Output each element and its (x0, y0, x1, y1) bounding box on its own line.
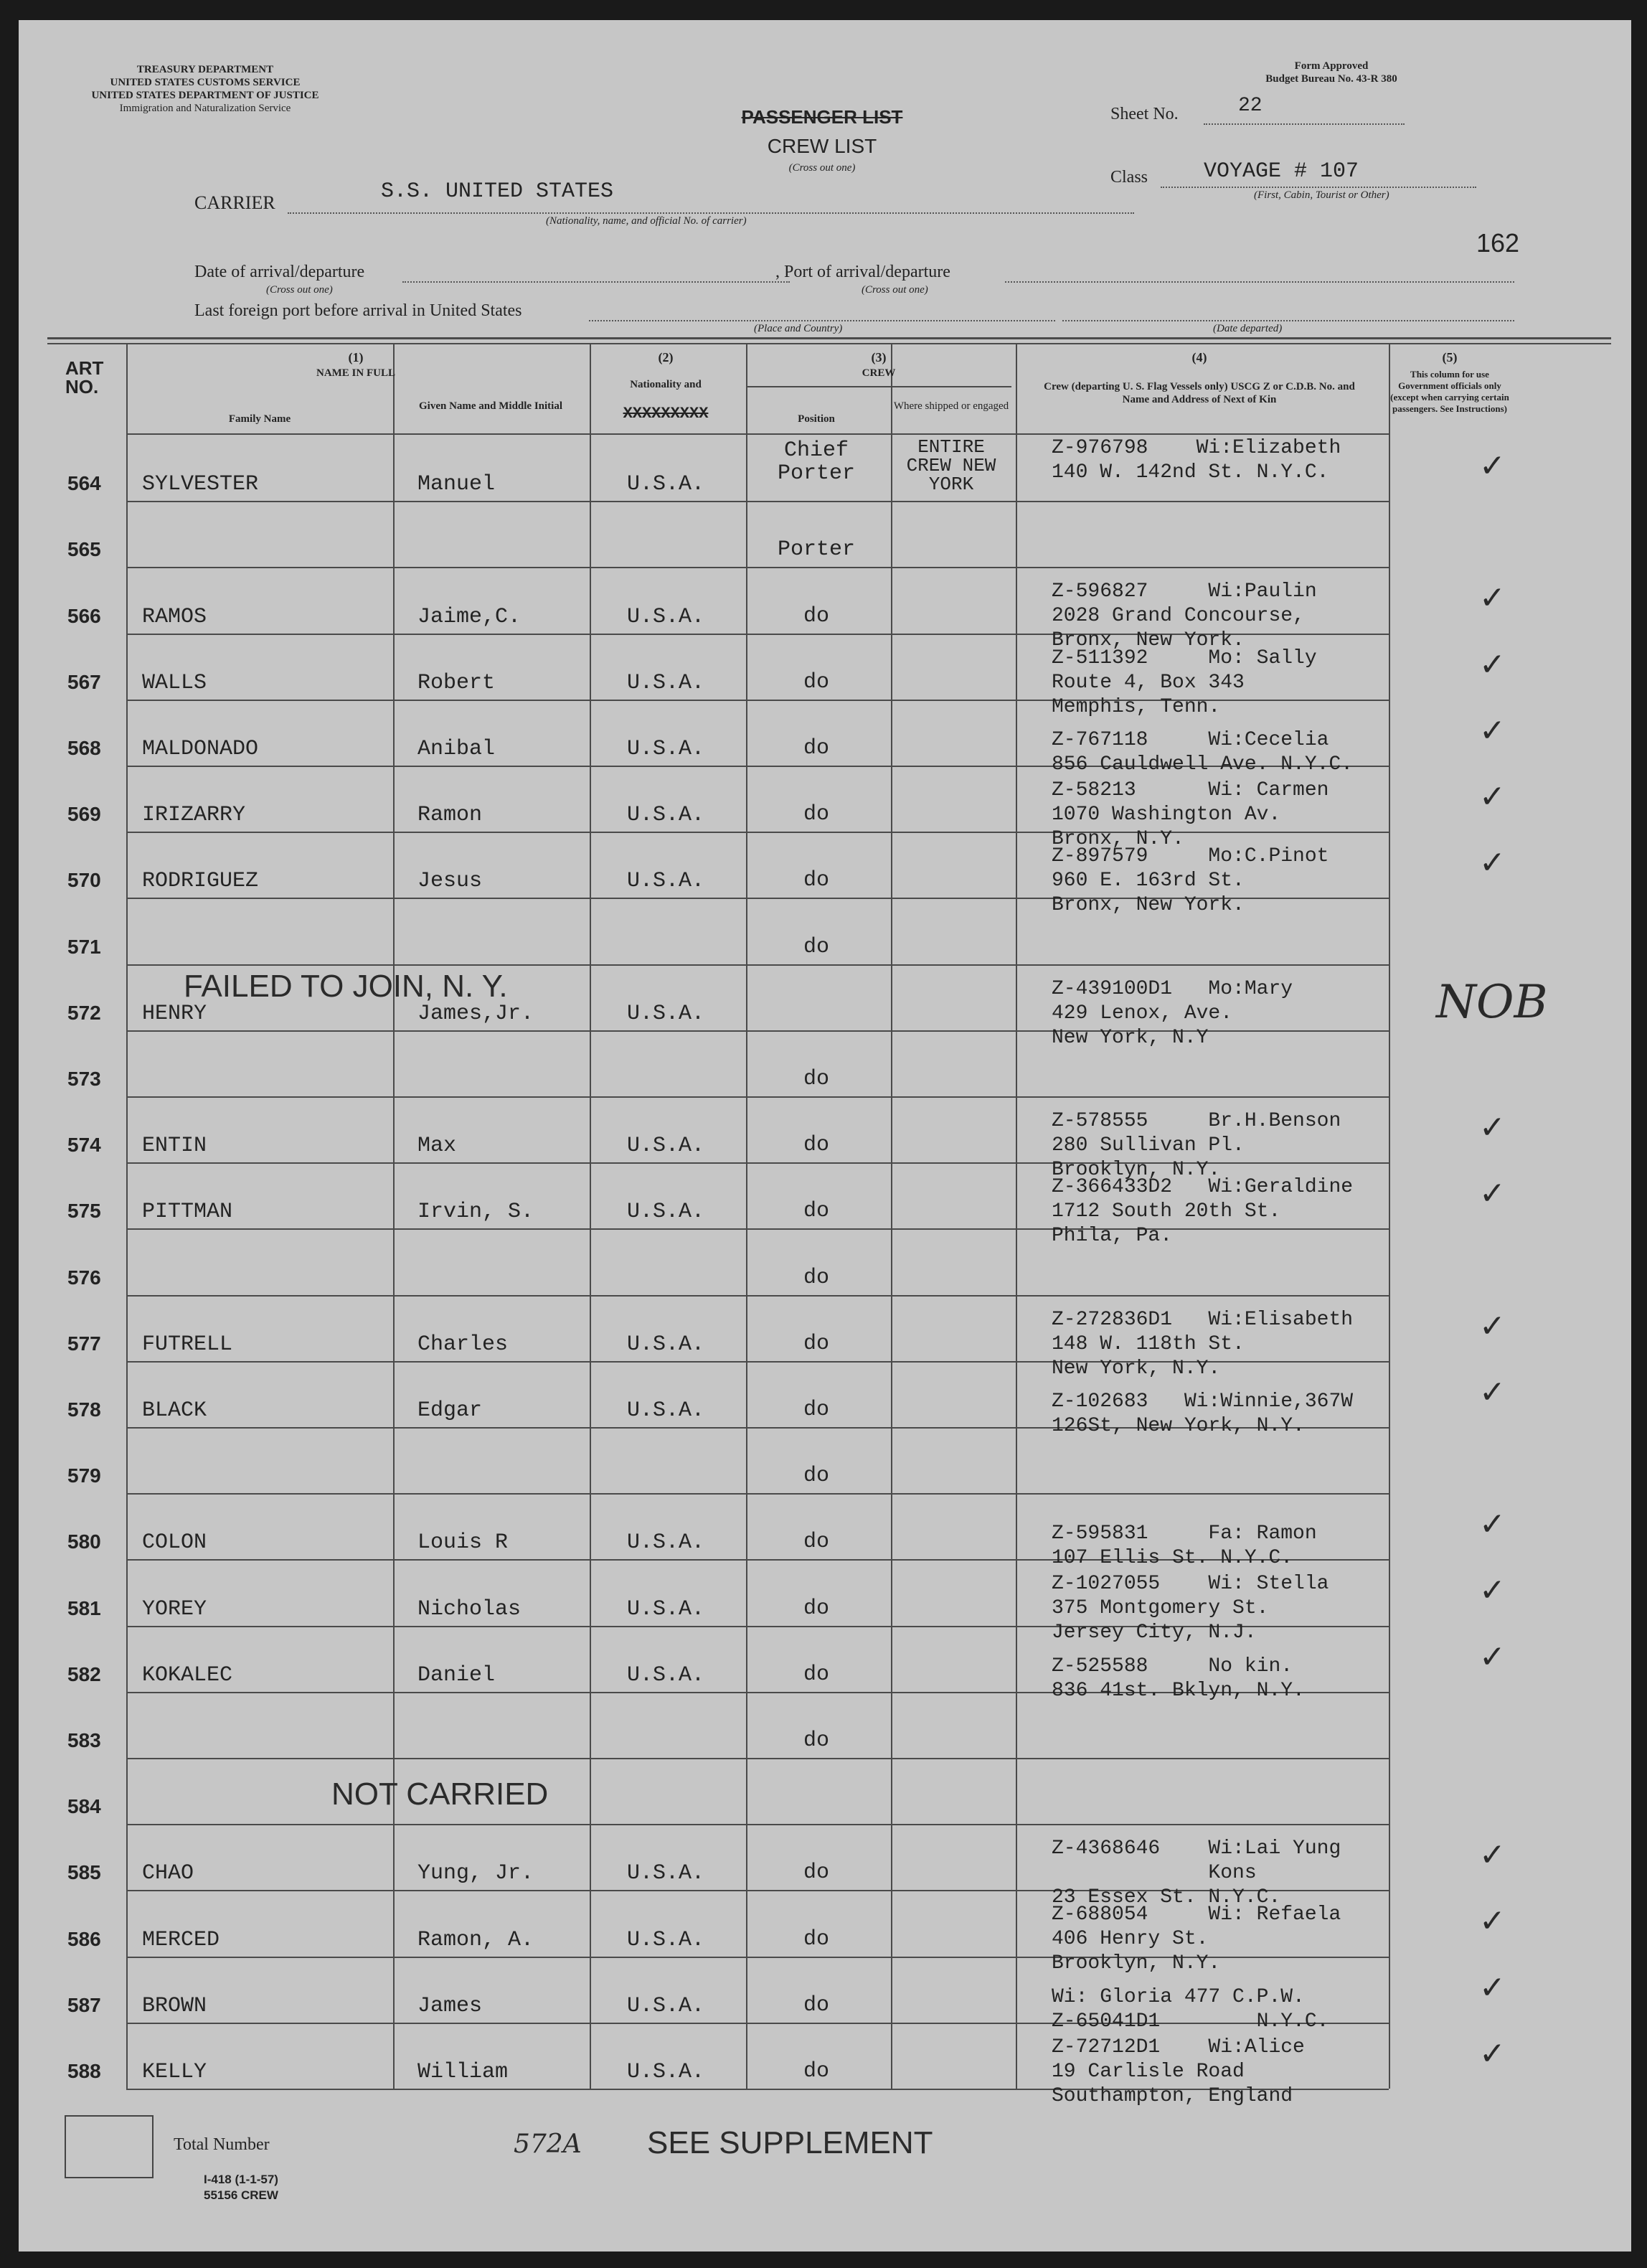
nationality: U.S.A. (626, 1928, 705, 1952)
given-name: Daniel (417, 1663, 496, 1688)
next-of-kin (1052, 1985, 1329, 2034)
next-of-kin-line: 148 W. 118th St. (1052, 1333, 1245, 1355)
position: do (803, 2059, 829, 2084)
nationality: U.S.A. (626, 1994, 705, 2018)
next-of-kin-line: Brooklyn, N.Y. (1052, 1159, 1221, 1181)
row-number: 572 (67, 1002, 101, 1024)
next-of-kin-line: Z-58213 Wi: Carmen (1052, 779, 1329, 801)
official-check-mark: ✓ (1479, 1308, 1506, 1345)
family-name: BLACK (142, 1398, 207, 1423)
next-of-kin-line: Z-767118 Wi:Cecelia (1052, 729, 1329, 751)
given-name: Jesus (417, 869, 483, 893)
nationality: U.S.A. (626, 1200, 705, 1224)
agency-line-4: Immigration and Naturalization Service (119, 103, 291, 114)
row-number: 587 (67, 1994, 101, 2016)
row-number: 585 (67, 1861, 101, 1883)
official-check-mark: ✓ (1479, 1109, 1506, 1146)
family-name: COLON (142, 1530, 207, 1555)
official-check-mark: ✓ (1479, 1639, 1506, 1675)
row-number: 575 (67, 1200, 101, 1222)
row-number: 576 (67, 1266, 101, 1289)
family-name: SYLVESTER (142, 472, 259, 497)
col3-title: CREW (862, 367, 896, 379)
next-of-kin (1052, 1572, 1329, 1645)
next-of-kin-line: 23 Essex St. N.Y.C. (1052, 1886, 1281, 1909)
position: do (803, 1927, 829, 1952)
port-hint: (Cross out one) (862, 284, 928, 296)
row-number: 582 (67, 1663, 101, 1685)
given-name: Manuel (417, 472, 496, 497)
next-of-kin-line: Z-525588 No kin. (1052, 1655, 1293, 1678)
next-of-kin-line: Z-688054 Wi: Refaela (1052, 1904, 1341, 1926)
nationality: U.S.A. (626, 472, 705, 497)
family-name: BROWN (142, 1994, 207, 2018)
col5-title: This column for use Government officials only (except when carrying certain passengers. See Instructions) (1390, 369, 1509, 414)
family-name: CHAO (142, 1861, 194, 1886)
official-check-mark: ✓ (1479, 1903, 1506, 1939)
col3-number: (3) (871, 350, 887, 364)
official-check-mark: ✓ (1479, 1374, 1506, 1411)
row-number: 581 (67, 1597, 101, 1619)
place-hint: (Place and Country) (754, 323, 843, 334)
nationality: U.S.A. (626, 869, 705, 893)
col5-number: (5) (1442, 350, 1458, 364)
col1-number: (1) (348, 350, 364, 364)
next-of-kin-line: 126St, New York, N.Y. (1052, 1415, 1305, 1437)
carrier-value: S.S. UNITED STATES (381, 179, 614, 204)
last-port-label: Last foreign port before arrival in United States (194, 301, 522, 320)
position: do (803, 802, 829, 827)
position: do (803, 935, 829, 959)
nob-handwriting: NOB (1436, 976, 1548, 1029)
family-name: ENTIN (142, 1134, 207, 1158)
next-of-kin-line: 836 41st. Bklyn, N.Y. (1052, 1680, 1305, 1702)
crew-code: 55156 CREW (204, 2188, 278, 2202)
position: do (803, 604, 829, 629)
row-number: 570 (67, 869, 101, 891)
crew-list-document (19, 20, 1631, 2251)
nationality: U.S.A. (626, 1597, 705, 1622)
given-name: Max (417, 1134, 457, 1158)
next-of-kin-line: Memphis, Tenn. (1052, 696, 1221, 718)
next-of-kin-line: Z-65041D1 N.Y.C. (1052, 2010, 1329, 2033)
row-number: 580 (67, 1530, 101, 1553)
row-number: 577 (67, 1332, 101, 1355)
next-of-kin-line: 856 Cauldwell Ave. N.Y.C. (1052, 753, 1354, 776)
official-check-mark: ✓ (1479, 1970, 1506, 2006)
next-of-kin-line: Z-366433D2 Wi:Geraldine (1052, 1176, 1354, 1198)
row-number: 569 (67, 803, 101, 825)
position: do (803, 1993, 829, 2018)
col2-number: (2) (658, 350, 674, 364)
nationality: U.S.A. (626, 1861, 705, 1886)
position: do (803, 1728, 829, 1753)
next-of-kin-line: 280 Sullivan Pl. (1052, 1134, 1245, 1157)
port-label: , Port of arrival/departure (775, 263, 950, 281)
passenger-list-struck: PASSENGER LIST (741, 106, 903, 128)
next-of-kin (1052, 1903, 1341, 1976)
given-name: Irvin, S. (417, 1200, 534, 1224)
position: do (803, 868, 829, 893)
572a-handwriting: 572A (514, 2130, 582, 2159)
page-number: 162 (1476, 228, 1520, 258)
row-number: 565 (67, 538, 101, 560)
family-name: RAMOS (142, 605, 207, 629)
next-of-kin (1052, 1522, 1317, 1571)
date-departed-hint: (Date departed) (1213, 323, 1283, 334)
next-of-kin-line: 1070 Washington Av. (1052, 804, 1281, 826)
form-approved: Form Approved (1294, 60, 1369, 72)
row-number: 588 (67, 2060, 101, 2082)
row-number: 573 (67, 1068, 101, 1090)
next-of-kin-line: Bronx, New York. (1052, 629, 1245, 651)
family-name: YOREY (142, 1597, 207, 1622)
col2-title: Nationality and (630, 379, 702, 390)
next-of-kin-line: 375 Montgomery St. (1052, 1597, 1269, 1619)
next-of-kin (1052, 1109, 1341, 1182)
next-of-kin-line: Z-102683 Wi:Winnie,367W (1052, 1391, 1354, 1413)
official-check-mark: ✓ (1479, 712, 1506, 749)
position: do (803, 1596, 829, 1621)
row-number: 578 (67, 1398, 101, 1421)
next-of-kin (1052, 2036, 1305, 2109)
row-number: 564 (67, 472, 101, 494)
next-of-kin-line: Z-976798 Wi:Elizabeth (1052, 437, 1341, 459)
next-of-kin (1052, 728, 1353, 777)
given-name: Charles (417, 1332, 509, 1357)
next-of-kin-line: 140 W. 142nd St. N.Y.C. (1052, 461, 1329, 484)
budget-bureau: Budget Bureau No. 43-R 380 (1265, 73, 1397, 85)
next-of-kin-line: Brooklyn, N.Y. (1052, 1952, 1221, 1975)
next-of-kin-line: Z-897579 Mo:C.Pinot (1052, 845, 1329, 867)
class-label: Class (1110, 168, 1148, 187)
row-number: 586 (67, 1928, 101, 1950)
nationality: U.S.A. (626, 671, 705, 695)
family-name: MERCED (142, 1928, 220, 1952)
class-value: VOYAGE # 107 (1204, 159, 1359, 184)
position: do (803, 670, 829, 695)
next-of-kin-line: Z-595831 Fa: Ramon (1052, 1523, 1317, 1545)
carrier-hint: (Nationality, name, and official No. of carrier) (546, 215, 747, 227)
family-name: KELLY (142, 2060, 207, 2084)
next-of-kin (1052, 1308, 1353, 1381)
official-check-mark: ✓ (1479, 1837, 1506, 1873)
official-check-mark: ✓ (1479, 778, 1506, 815)
form-number: I-418 (1-1-57) (204, 2173, 278, 2186)
position: do (803, 1662, 829, 1687)
next-of-kin (1052, 977, 1293, 1050)
next-of-kin-line: Z-596827 Wi:Paulin (1052, 580, 1317, 603)
next-of-kin-line: Z-4368646 Wi:Lai Yung (1052, 1838, 1341, 1860)
next-of-kin-line: Route 4, Box 343 (1052, 672, 1245, 694)
crew-list-title: CREW LIST (767, 135, 877, 157)
family-name: HENRY (142, 1002, 207, 1026)
next-of-kin (1052, 1655, 1305, 1703)
next-of-kin (1052, 778, 1329, 852)
official-check-mark: ✓ (1479, 844, 1506, 881)
nationality: U.S.A. (626, 1332, 705, 1357)
col4-title: Crew (departing U. S. Flag Vessels only) USCG Z or C.D.B. No. and Name and Address of Next of Kin (1044, 381, 1355, 405)
total-number-label: Total Number (174, 2135, 270, 2154)
row-number: 567 (67, 671, 101, 693)
next-of-kin-line: Bronx, N.Y. (1052, 828, 1184, 850)
class-hint: (First, Cabin, Tourist or Other) (1254, 189, 1389, 201)
position: do (803, 1398, 829, 1422)
next-of-kin-line: New York, N.Y. (1052, 1357, 1221, 1380)
family-name: MALDONADO (142, 737, 259, 761)
next-of-kin-line: Phila, Pa. (1052, 1225, 1173, 1247)
next-of-kin (1052, 580, 1317, 653)
row-number: 571 (67, 936, 101, 958)
total-number-box (65, 2115, 154, 2178)
shipped-value: ENTIRE CREW NEW YORK (906, 436, 996, 495)
position-header: Position (798, 413, 835, 425)
given-name: James,Jr. (417, 1002, 534, 1026)
given-name: Anibal (417, 737, 496, 761)
next-of-kin-line: 960 E. 163rd St. (1052, 870, 1245, 892)
next-of-kin (1052, 1175, 1353, 1248)
next-of-kin-line: Z-272836D1 Wi:Elisabeth (1052, 1309, 1354, 1331)
next-of-kin (1052, 436, 1341, 485)
family-name: WALLS (142, 671, 207, 695)
position: do (803, 1860, 829, 1885)
art-no-header: ART NO. (65, 357, 104, 397)
sheet-label: Sheet No. (1110, 105, 1179, 123)
col4-number: (4) (1191, 350, 1207, 364)
position: Chief Porter (777, 438, 856, 486)
row-number: 584 (67, 1795, 101, 1817)
budget-block (1238, 60, 1425, 85)
next-of-kin-line: 1712 South 20th St. (1052, 1200, 1281, 1223)
official-check-mark: ✓ (1479, 580, 1506, 616)
nationality: U.S.A. (626, 1002, 705, 1026)
next-of-kin (1052, 844, 1329, 918)
position: Porter (777, 537, 856, 562)
family-name-header: Family Name (228, 413, 291, 425)
position: do (803, 1332, 829, 1356)
nationality: U.S.A. (626, 2060, 705, 2084)
given-name: Jaime,C. (417, 605, 522, 629)
family-name: RODRIGUEZ (142, 869, 259, 893)
family-name: PITTMAN (142, 1200, 233, 1224)
given-name: Louis R (417, 1530, 509, 1555)
next-of-kin (1052, 1390, 1353, 1439)
position: do (803, 1266, 829, 1290)
next-of-kin-line: Southampton, England (1052, 2085, 1293, 2107)
not-carried-stamp: NOT CARRIED (331, 1777, 549, 1812)
nationality: U.S.A. (626, 803, 705, 827)
next-of-kin-line: Z-511392 Mo: Sally (1052, 647, 1317, 669)
official-check-mark: ✓ (1479, 1572, 1506, 1609)
official-check-mark: ✓ (1479, 1506, 1506, 1543)
agency-line-1: TREASURY DEPARTMENT (136, 64, 274, 75)
agency-line-2: UNITED STATES CUSTOMS SERVICE (110, 77, 301, 88)
next-of-kin-line: Z-1027055 Wi: Stella (1052, 1573, 1329, 1595)
next-of-kin-line: Z-578555 Br.H.Benson (1052, 1110, 1341, 1132)
given-name: Nicholas (417, 1597, 522, 1622)
family-name: IRIZARRY (142, 803, 246, 827)
position: do (803, 1199, 829, 1223)
official-check-mark: ✓ (1479, 2036, 1506, 2072)
agency-block (55, 63, 356, 115)
given-name: James (417, 1994, 483, 2018)
given-name: Ramon, A. (417, 1928, 534, 1952)
cross-out-hint: (Cross out one) (788, 162, 856, 174)
official-check-mark: ✓ (1479, 646, 1506, 683)
given-name: William (417, 2060, 509, 2084)
next-of-kin-line: Wi: Gloria 477 C.P.W. (1052, 1986, 1305, 2008)
col2-struck: XXXXXXXXX (623, 405, 709, 423)
row-number: 583 (67, 1729, 101, 1751)
nationality: U.S.A. (626, 1134, 705, 1158)
next-of-kin-line: Z-72712D1 Wi:Alice (1052, 2036, 1305, 2058)
official-check-mark: ✓ (1479, 448, 1506, 484)
col1-title: NAME IN FULL (316, 367, 395, 379)
position: do (803, 1530, 829, 1554)
next-of-kin-line: Jersey City, N.J. (1052, 1622, 1257, 1644)
position: do (803, 1464, 829, 1488)
next-of-kin-line: 429 Lenox, Ave. (1052, 1002, 1233, 1025)
next-of-kin-line: Z-439100D1 Mo:Mary (1052, 978, 1293, 1000)
nationality: U.S.A. (626, 737, 705, 761)
family-name: KOKALEC (142, 1663, 233, 1688)
given-name: Ramon (417, 803, 483, 827)
family-name: FUTRELL (142, 1332, 233, 1357)
next-of-kin (1052, 1837, 1341, 1910)
row-number: 574 (67, 1134, 101, 1156)
next-of-kin-line: Bronx, New York. (1052, 894, 1245, 916)
sheet-value: 22 (1238, 95, 1263, 117)
given-name: Robert (417, 671, 496, 695)
nationality: U.S.A. (626, 1398, 705, 1423)
official-check-mark: ✓ (1479, 1175, 1506, 1212)
nationality: U.S.A. (626, 1663, 705, 1688)
carrier-label: CARRIER (194, 192, 275, 213)
row-number: 568 (67, 737, 101, 759)
see-supplement-stamp: SEE SUPPLEMENT (647, 2125, 933, 2160)
next-of-kin-line: New York, N.Y (1052, 1027, 1209, 1049)
row-number: 566 (67, 605, 101, 627)
nationality: U.S.A. (626, 1530, 705, 1555)
agency-line-3: UNITED STATES DEPARTMENT OF JUSTICE (91, 90, 319, 101)
shipped-header: Where shipped or engaged (893, 400, 1009, 412)
position: do (803, 1133, 829, 1157)
date-hint: (Cross out one) (266, 284, 333, 296)
next-of-kin-line: 19 Carlisle Road (1052, 2061, 1245, 2083)
date-label: Date of arrival/departure (194, 263, 365, 281)
nationality: U.S.A. (626, 605, 705, 629)
next-of-kin-line: 107 Ellis St. N.Y.C. (1052, 1547, 1293, 1569)
next-of-kin-line: 406 Henry St. (1052, 1928, 1209, 1950)
next-of-kin-line: Kons (1052, 1862, 1257, 1884)
given-name-header: Given Name and Middle Initial (418, 400, 563, 412)
position: do (803, 736, 829, 761)
given-name: Edgar (417, 1398, 483, 1423)
failed-to-join-stamp: FAILED TO JOIN, N. Y. (184, 969, 508, 1004)
position: do (803, 1067, 829, 1091)
next-of-kin (1052, 646, 1317, 720)
given-name: Yung, Jr. (417, 1861, 534, 1886)
row-number: 579 (67, 1464, 101, 1487)
next-of-kin-line: 2028 Grand Concourse, (1052, 605, 1305, 627)
